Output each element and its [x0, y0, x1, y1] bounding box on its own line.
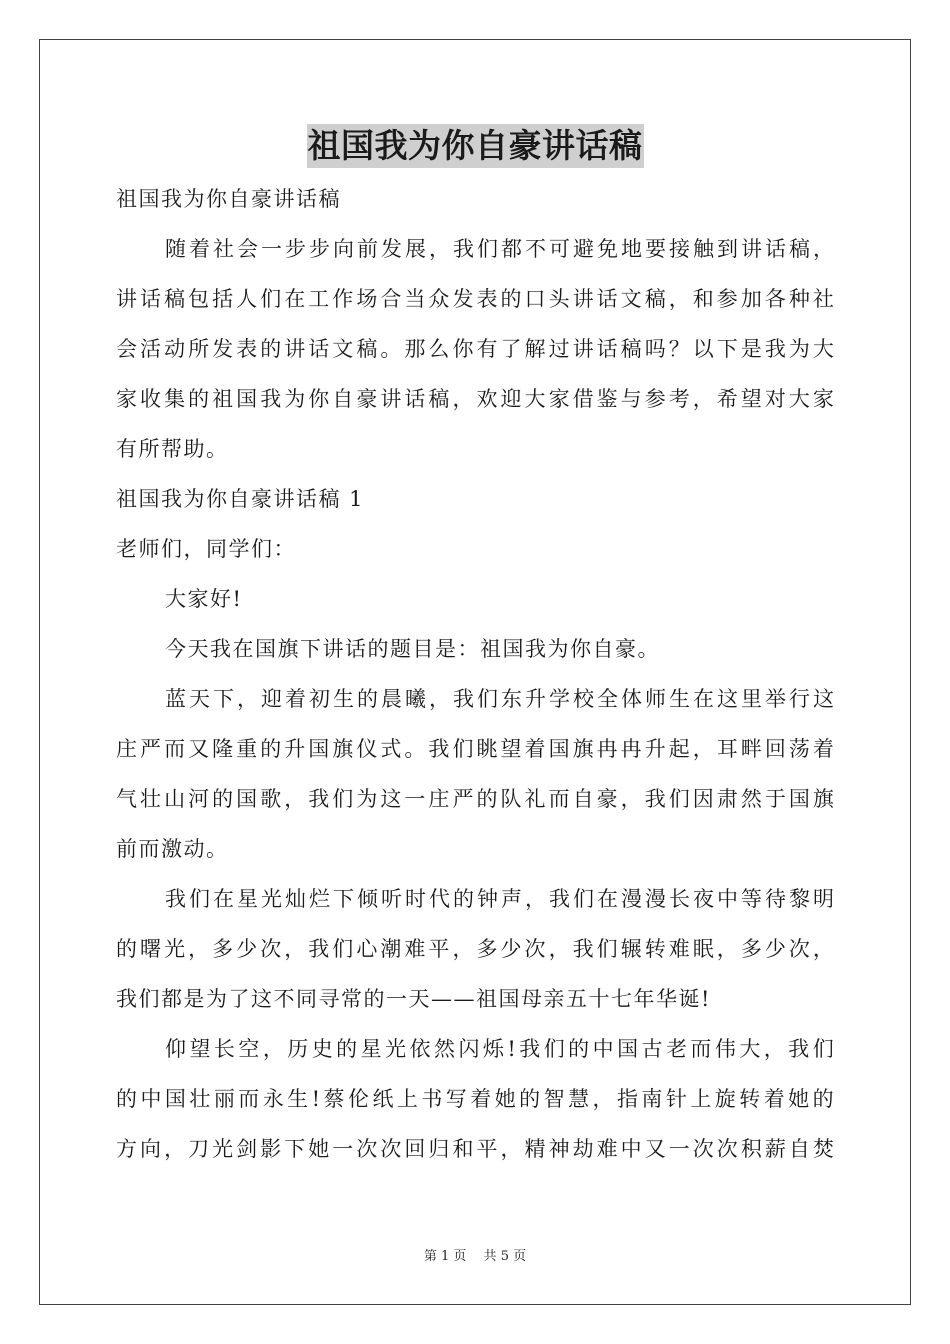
- document-title-text: 祖国我为你自豪讲话稿: [307, 124, 644, 168]
- document-title: [0, 124, 950, 168]
- text-line: 会 活 动 所 发 表 的 讲 话 文 稿 。 那 么 你 有 了 解 过 讲 话 稿 吗 ？ 以 下 是 我 为 大: [116, 337, 834, 361]
- text-line: 祖国我为你自豪讲话稿: [116, 187, 341, 211]
- text-line: 仰 望 长 空 ， 历 史 的 星 光 依 然 闪 烁 ! 我 们 的 中 国 古 老 而 伟 大 ， 我 们: [165, 1037, 834, 1061]
- text-line: 讲 话 稿 包 括 人 们 在 工 作 场 合 当 众 发 表 的 口 头 讲 话 文 稿 ， 和 参 加 各 种 社: [116, 287, 834, 311]
- text-line: 的 中 国 壮 丽 而 永 生 ! 蔡 伦 纸 上 书 写 着 她 的 智 慧 ， 指 南 针 上 旋 转 着 她 的: [116, 1087, 834, 1111]
- text-line: 的 曙 光 ， 多 少 次 ， 我 们 心 潮 难 平 ， 多 少 次 ， 我 们 辗 转 难 眠 ， 多 少 次 ，: [116, 937, 834, 961]
- text-line: 家 收 集 的 祖 国 我 为 你 自 豪 讲 话 稿 ， 欢 迎 大 家 借 鉴 与 参 考 ， 希 望 对 大 家: [116, 387, 834, 411]
- text-line: 蓝 天 下 ， 迎 着 初 生 的 晨 曦 ， 我 们 东 升 学 校 全 体 师 生 在 这 里 举 行 这: [165, 687, 834, 711]
- text-line: 有所帮助。: [116, 437, 229, 461]
- text-line: 老师们，同学们：: [116, 537, 296, 561]
- text-line: 今天我在国旗下讲话的题目是：祖国我为你自豪。: [165, 637, 660, 661]
- text-line: 祖国我为你自豪讲话稿 1: [116, 487, 365, 511]
- page-footer: 第 1 页 共 5 页: [423, 1249, 527, 1264]
- text-line: 方 向 ， 刀 光 剑 影 下 她 一 次 次 回 归 和 平 ， 精 神 劫 难 中 又 一 次 次 积 薪 自 焚: [116, 1137, 834, 1161]
- text-line: 庄 严 而 又 隆 重 的 升 国 旗 仪 式 。 我 们 眺 望 着 国 旗 冉 冉 升 起 ， 耳 畔 回 荡 着: [116, 737, 834, 761]
- text-line: 我 们 在 星 光 灿 烂 下 倾 听 时 代 的 钟 声 ， 我 们 在 漫 漫 长 夜 中 等 待 黎 明: [165, 887, 834, 911]
- text-line: 气 壮 山 河 的 国 歌 ， 我 们 为 这 一 庄 严 的 队 礼 而 自 豪 ， 我 们 因 肃 然 于 国 旗: [116, 787, 834, 811]
- text-line: 我们都是为了这不同寻常的一天——祖国母亲五十七年华诞!: [116, 987, 711, 1011]
- text-line: 大家好!: [165, 587, 243, 611]
- document-body: [116, 174, 834, 1174]
- text-line: 随 着 社 会 一 步 步 向 前 发 展 ， 我 们 都 不 可 避 免 地 要 接 触 到 讲 话 稿 ，: [165, 237, 834, 261]
- text-line: 前而激动。: [116, 837, 229, 861]
